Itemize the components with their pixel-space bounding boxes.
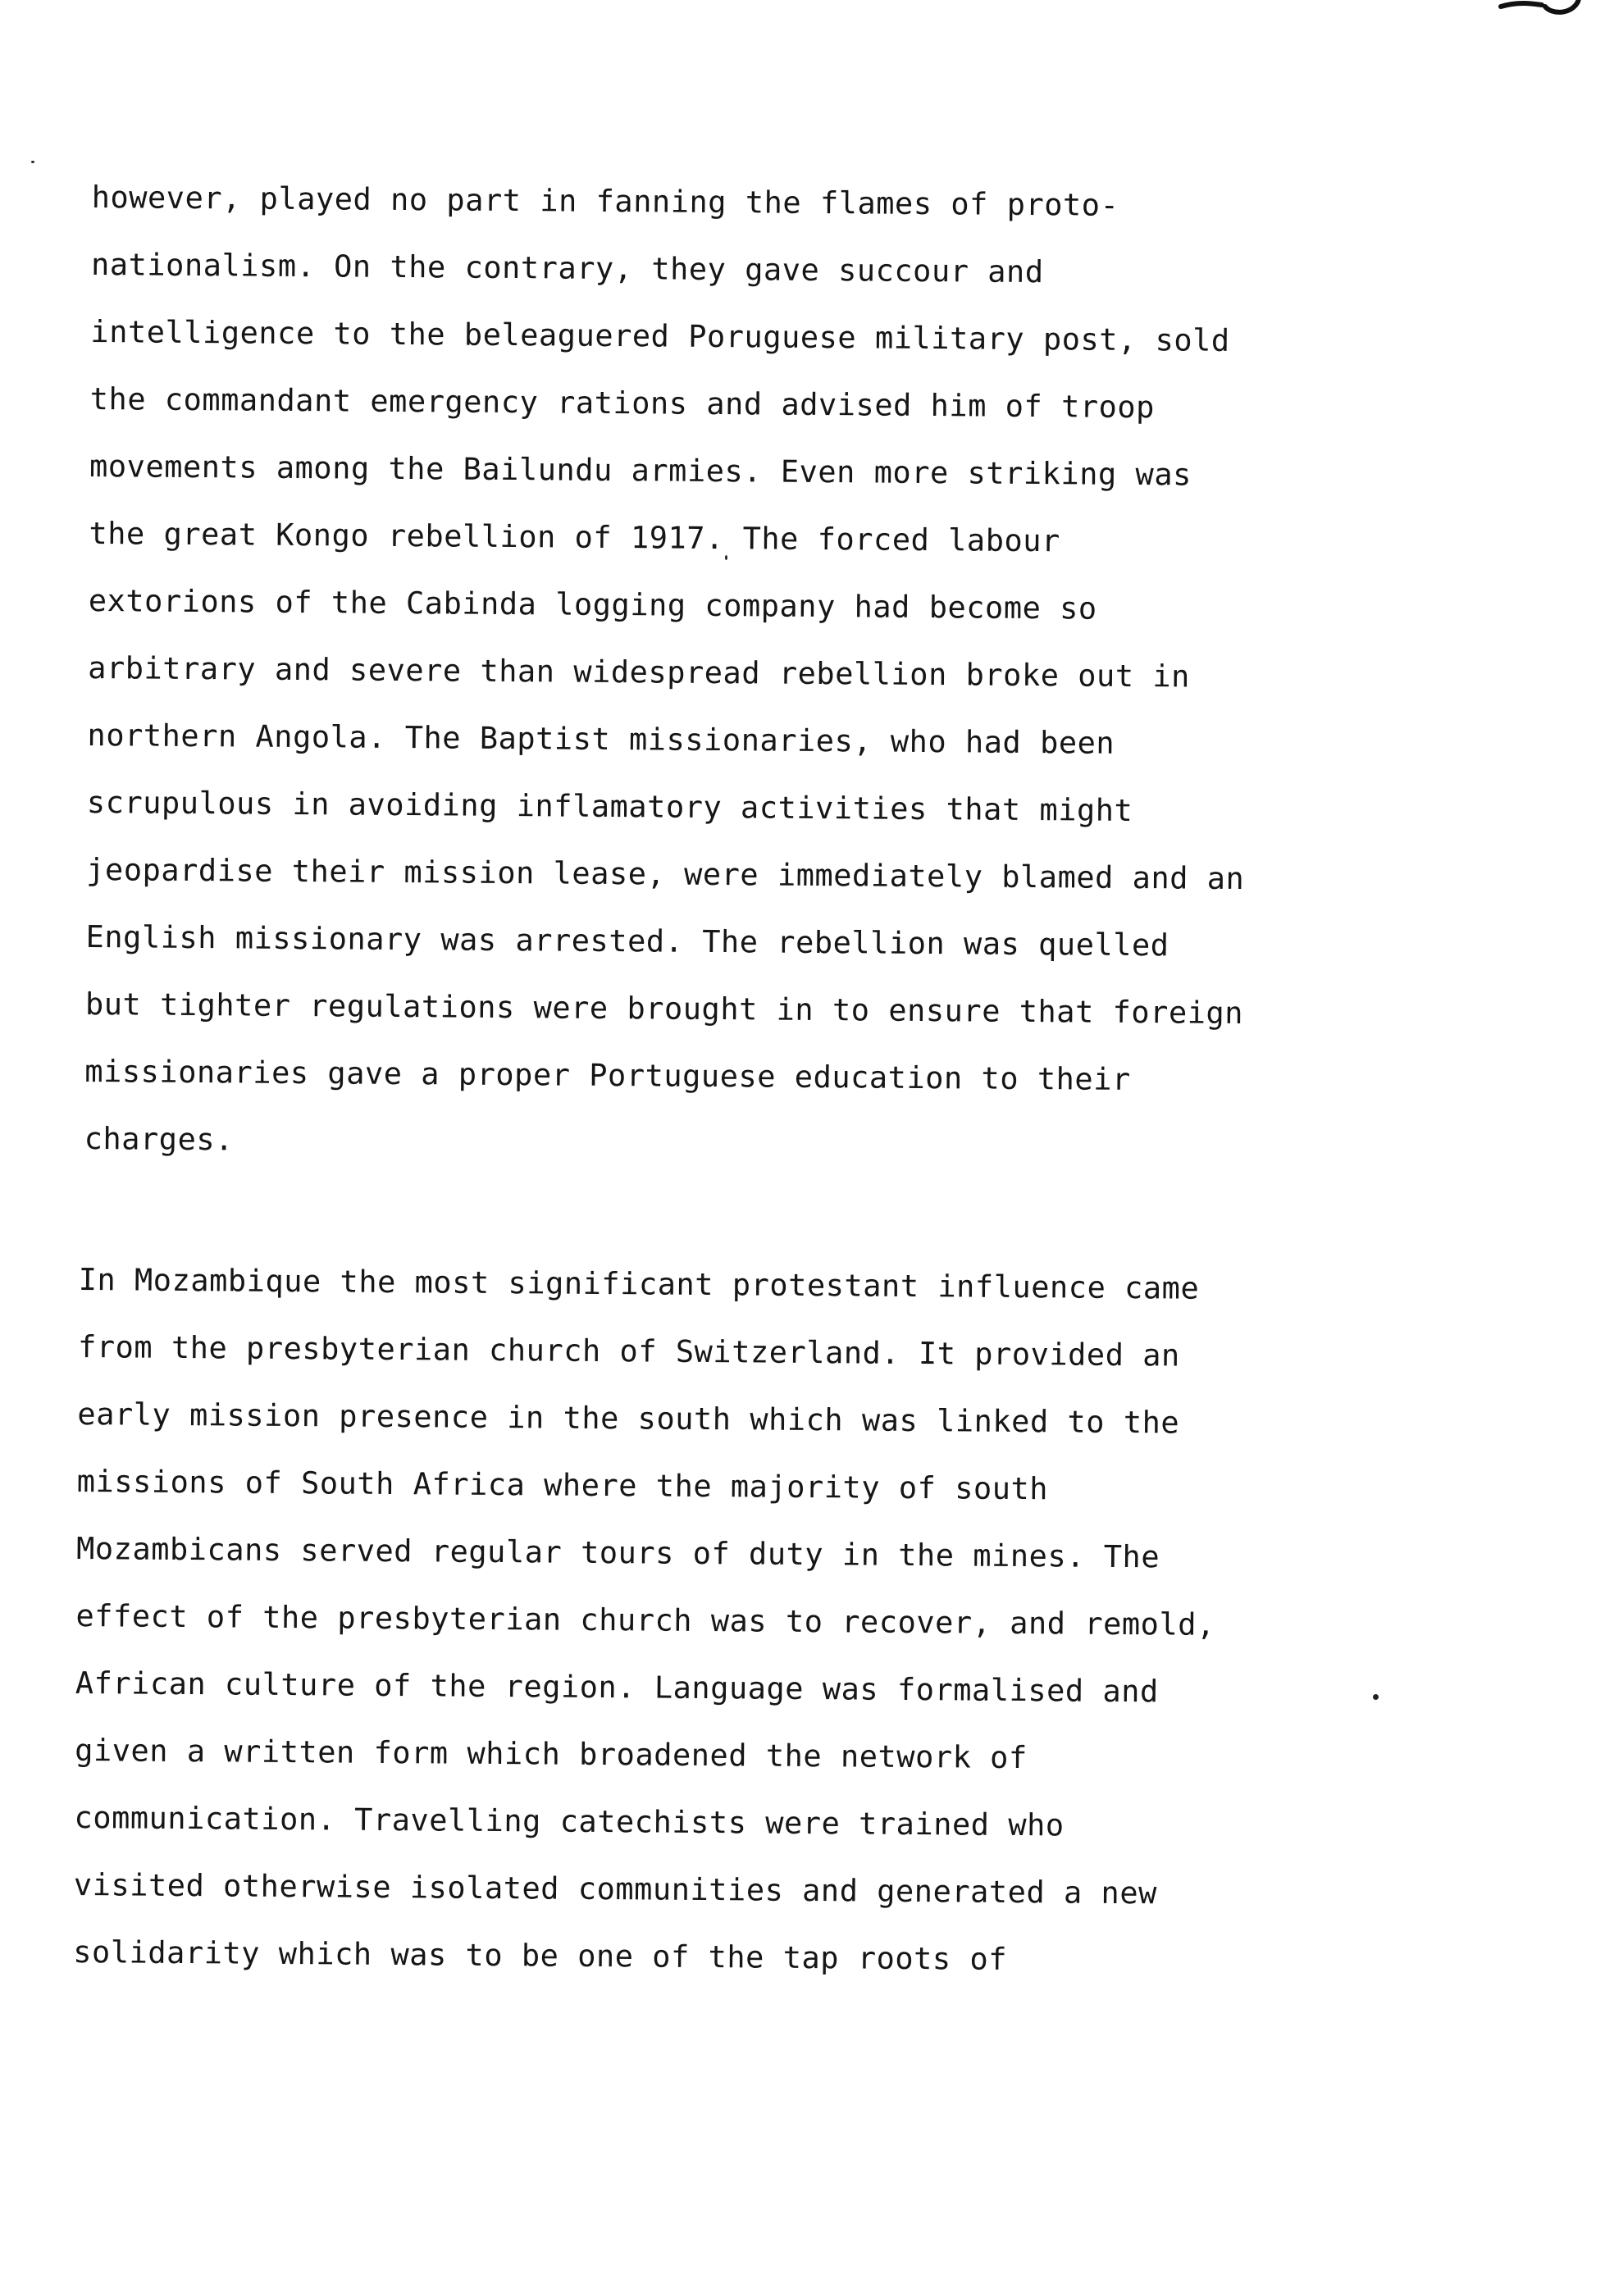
text-line: missions of South Africa where the majority of south <box>76 1463 1049 1507</box>
text-line: scrupulous in avoiding inflamatory activities that might <box>86 784 1133 828</box>
text-line: jeopardise their mission lease, were immediately blamed and an <box>86 851 1245 897</box>
text-line: the commandant emergency rations and advised him of troop <box>89 380 1156 426</box>
text-line: intelligence to the beleaguered Poruguese military post, sold <box>90 313 1230 358</box>
text-line: charges. <box>84 1120 235 1158</box>
text-line: African culture of the region. Language was formalised and <box>75 1665 1159 1710</box>
text-line: English missionary was arrested. The rebellion was quelled <box>85 918 1169 963</box>
text-line: communication. Travelling catechists were trained who <box>74 1799 1065 1843</box>
text-line: northern Angola. The Baptist missionaries, who had been <box>87 717 1115 761</box>
text-line: In Mozambique the most significant protestant influence came <box>78 1261 1200 1306</box>
text-line: however, played no part in fanning the flames of proto- <box>91 179 1119 223</box>
text-line: given a written form which broadened the network of <box>75 1732 1028 1776</box>
text-line: early mission presence in the south which was linked to the <box>77 1396 1180 1441</box>
text-line: Mozambicans served regular tours of duty in the mines. The <box>75 1530 1160 1575</box>
text-line: visited otherwise isolated communities and generated a new <box>73 1866 1158 1911</box>
text-line: effect of the presbyterian church was to recover, and remold, <box>75 1597 1215 1642</box>
text-line: nationalism. On the contrary, they gave succour and <box>90 246 1044 290</box>
text-line: the great Kongo rebellion of 1917. The forced labour <box>89 515 1060 559</box>
text-line: but tighter regulations were brought in to ensure that foreign <box>84 986 1244 1032</box>
text-line: arbitrary and severe than widespread rebellion broke out in <box>88 649 1191 695</box>
paragraph-angola <box>84 164 1250 1182</box>
text-line: missionaries gave a proper Portuguese education to their <box>84 1053 1131 1097</box>
paragraph-mozambique <box>73 1246 1218 1995</box>
text-line: movements among the Bailundu armies. Even more striking was <box>89 448 1192 493</box>
scan-speck <box>31 161 34 163</box>
text-line: extorions of the Cabinda logging company had become so <box>88 582 1097 626</box>
text-line: from the presbyterian church of Switzerland. It provided an <box>77 1328 1180 1374</box>
text-line: solidarity which was to be one of the tap roots of <box>73 1934 1008 1977</box>
handwritten-page-number <box>1493 0 1591 26</box>
scan-speck <box>1373 1694 1379 1700</box>
